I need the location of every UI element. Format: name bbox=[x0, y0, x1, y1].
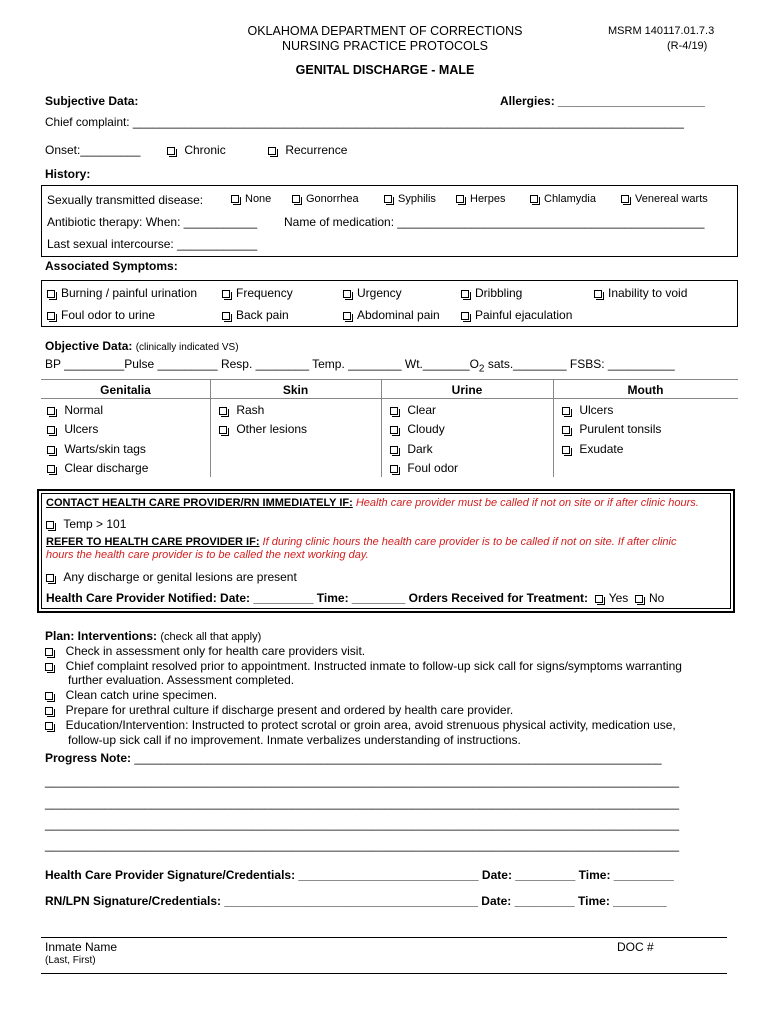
checkbox-icon bbox=[167, 147, 175, 155]
checkbox-icon bbox=[456, 195, 464, 203]
last-intercourse-field[interactable]: Last sexual intercourse: ____________ bbox=[47, 237, 258, 251]
symptom-checkbox[interactable]: Inability to void bbox=[594, 286, 687, 300]
checkbox-icon bbox=[390, 465, 398, 473]
mouth-header: Mouth bbox=[627, 383, 664, 397]
recurrence-checkbox[interactable]: Recurrence bbox=[268, 143, 347, 157]
plan-item[interactable]: Chief complaint resolved prior to appointment. Instructed inmate to follow-up sick call for signs/symptoms warranting bbox=[45, 659, 682, 673]
symptom-checkbox[interactable]: Painful ejaculation bbox=[461, 308, 572, 322]
footer-top-rule bbox=[41, 937, 727, 938]
checkbox-icon bbox=[562, 446, 570, 454]
symptom-checkbox[interactable]: Dribbling bbox=[461, 286, 522, 300]
progress-note-field[interactable]: Progress Note: _______________________________________________________________________________ bbox=[45, 751, 662, 765]
checkbox-icon bbox=[343, 290, 351, 298]
checkbox-icon bbox=[595, 595, 603, 603]
checkbox-icon bbox=[46, 521, 54, 529]
std-venereal-warts-checkbox[interactable]: Venereal warts bbox=[621, 193, 708, 205]
checkbox-icon bbox=[384, 195, 392, 203]
urine-checkbox[interactable]: Clear bbox=[390, 403, 436, 417]
objective-heading: Objective Data: (clinically indicated VS) bbox=[45, 339, 239, 353]
std-herpes-checkbox[interactable]: Herpes bbox=[456, 193, 505, 205]
checkbox-icon bbox=[231, 195, 239, 203]
skin-checkbox[interactable]: Other lesions bbox=[219, 422, 307, 436]
std-syphilis-checkbox[interactable]: Syphilis bbox=[384, 193, 436, 205]
msrm-number: MSRM 140117.01.7.3 bbox=[608, 25, 715, 37]
mouth-checkbox[interactable]: Purulent tonsils bbox=[562, 422, 661, 436]
department-name: OKLAHOMA DEPARTMENT OF CORRECTIONS bbox=[247, 24, 523, 38]
checkbox-icon bbox=[461, 312, 469, 320]
checkbox-icon bbox=[562, 407, 570, 415]
std-gonorrhea-checkbox[interactable]: Gonorrhea bbox=[292, 193, 359, 205]
chief-complaint-field[interactable]: Chief complaint: ____________________________________________________________________________________ bbox=[45, 115, 684, 129]
form-title: GENITAL DISCHARGE - MALE bbox=[295, 63, 475, 77]
checkbox-icon bbox=[635, 595, 643, 603]
medication-name-field[interactable]: Name of medication: ______________________________________________ bbox=[284, 215, 705, 229]
genitalia-checkbox[interactable]: Clear discharge bbox=[47, 461, 148, 475]
urine-checkbox[interactable]: Cloudy bbox=[390, 422, 445, 436]
allergies-field[interactable]: Allergies: ______________________ bbox=[500, 94, 705, 108]
checkbox-icon bbox=[47, 407, 55, 415]
checkbox-icon bbox=[390, 407, 398, 415]
progress-note-line[interactable]: _______________________________________________________________________________________________ bbox=[45, 774, 680, 788]
checkbox-icon bbox=[47, 465, 55, 473]
checkbox-icon bbox=[47, 290, 55, 298]
urine-checkbox[interactable]: Dark bbox=[390, 442, 433, 456]
skin-checkbox[interactable]: Rash bbox=[219, 403, 264, 417]
genitalia-header: Genitalia bbox=[100, 383, 151, 397]
mouth-checkbox[interactable]: Exudate bbox=[562, 442, 623, 456]
doc-number-label: DOC # bbox=[617, 940, 654, 954]
checkbox-icon bbox=[47, 312, 55, 320]
plan-item-continuation: further evaluation. Assessment completed. bbox=[68, 673, 295, 687]
provider-notified-fields[interactable]: Health Care Provider Notified: Date: _________ Time: ________ Orders Received for Treatment: Yes No bbox=[46, 591, 665, 605]
symptom-checkbox[interactable]: Frequency bbox=[222, 286, 293, 300]
urine-header: Urine bbox=[451, 383, 483, 397]
subjective-label: Subjective Data: bbox=[45, 94, 139, 108]
checkbox-icon bbox=[390, 446, 398, 454]
temp-checkbox[interactable]: Temp > 101 bbox=[46, 517, 126, 531]
footer-bottom-rule bbox=[41, 973, 727, 974]
std-label: Sexually transmitted disease: bbox=[47, 193, 204, 207]
discharge-checkbox[interactable]: Any discharge or genital lesions are present bbox=[46, 570, 297, 584]
checkbox-icon bbox=[292, 195, 300, 203]
urine-checkbox[interactable]: Foul odor bbox=[390, 461, 458, 475]
history-label: History: bbox=[45, 167, 91, 181]
protocols-title: NURSING PRACTICE PROTOCOLS bbox=[281, 39, 489, 53]
symptom-checkbox[interactable]: Urgency bbox=[343, 286, 402, 300]
rn-signature-field[interactable]: RN/LPN Signature/Credentials: ______________________________________ Date: _________ Time: ________ bbox=[45, 894, 667, 908]
symptom-checkbox[interactable]: Foul odor to urine bbox=[47, 308, 155, 322]
checkbox-icon bbox=[46, 574, 54, 582]
plan-item[interactable]: Prepare for urethral culture if discharge present and ordered by health care provider. bbox=[45, 703, 513, 717]
checkbox-icon bbox=[47, 426, 55, 434]
revision: (R-4/19) bbox=[667, 40, 708, 52]
checkbox-icon bbox=[219, 407, 227, 415]
genitalia-checkbox[interactable]: Warts/skin tags bbox=[47, 442, 146, 456]
genitalia-checkbox[interactable]: Normal bbox=[47, 403, 103, 417]
mouth-checkbox[interactable]: Ulcers bbox=[562, 403, 613, 417]
progress-note-line[interactable]: _______________________________________________________________________________________________ bbox=[45, 796, 680, 810]
skin-header: Skin bbox=[282, 383, 309, 397]
plan-item[interactable]: Check in assessment only for health care providers visit. bbox=[45, 644, 365, 658]
antibiotic-when-field[interactable]: Antibiotic therapy: When: ___________ bbox=[47, 215, 258, 229]
checkbox-icon bbox=[390, 426, 398, 434]
checkbox-icon bbox=[45, 707, 53, 715]
symptom-checkbox[interactable]: Burning / painful urination bbox=[47, 286, 197, 300]
plan-item-continuation: follow-up sick call if no improvement. Inmate verbalizes understanding of instructions. bbox=[68, 733, 521, 747]
onset-field[interactable]: Onset:_________ bbox=[45, 143, 141, 157]
checkbox-icon bbox=[562, 426, 570, 434]
checkbox-icon bbox=[268, 147, 276, 155]
checkbox-icon bbox=[45, 663, 53, 671]
std-chlamydia-checkbox[interactable]: Chlamydia bbox=[530, 193, 596, 205]
checkbox-icon bbox=[530, 195, 538, 203]
table-top-border bbox=[41, 379, 738, 380]
checkbox-icon bbox=[45, 722, 53, 730]
refer-heading: REFER TO HEALTH CARE PROVIDER IF: If during clinic hours the health care provider is to be called if not on site. If after clinic bbox=[46, 536, 677, 548]
associated-symptoms-label: Associated Symptoms: bbox=[45, 259, 178, 273]
checkbox-icon bbox=[45, 692, 53, 700]
plan-heading: Plan: Interventions: (check all that apply) bbox=[45, 629, 262, 643]
vitals-fields[interactable]: BP _________Pulse _________ Resp. ________ Temp. ________ $Wt.\_\_\_\_\_\_\_O_2$ sats.________ FSBS: __________ bbox=[45, 357, 675, 375]
progress-note-line[interactable]: _______________________________________________________________________________________________ bbox=[45, 817, 680, 831]
contact-heading: CONTACT HEALTH CARE PROVIDER/RN IMMEDIATELY IF: Health care provider must be called if not on site or if after clinic hours. bbox=[46, 497, 699, 509]
checkbox-icon bbox=[219, 426, 227, 434]
last-first-label: (Last, First) bbox=[45, 955, 96, 966]
checkbox-icon bbox=[343, 312, 351, 320]
inmate-name-label: Inmate Name bbox=[45, 940, 118, 954]
genitalia-checkbox[interactable]: Ulcers bbox=[47, 422, 98, 436]
checkbox-icon bbox=[461, 290, 469, 298]
symptom-checkbox[interactable]: Back pain bbox=[222, 308, 289, 322]
refer-note: hours the health care provider is to be called the next working day. bbox=[46, 549, 369, 561]
table-header-border bbox=[41, 398, 738, 399]
checkbox-icon bbox=[47, 446, 55, 454]
progress-note-line[interactable]: _______________________________________________________________________________________________ bbox=[45, 838, 680, 852]
checkbox-icon bbox=[222, 312, 230, 320]
std-none-checkbox[interactable]: None bbox=[231, 193, 271, 205]
symptom-checkbox[interactable]: Abdominal pain bbox=[343, 308, 440, 322]
checkbox-icon bbox=[222, 290, 230, 298]
chronic-checkbox[interactable]: Chronic bbox=[167, 143, 226, 157]
checkbox-icon bbox=[45, 648, 53, 656]
plan-item[interactable]: Clean catch urine specimen. bbox=[45, 688, 217, 702]
plan-item[interactable]: Education/Intervention: Instructed to protect scrotal or groin area, avoid strenuous physical activity, medication use, bbox=[45, 718, 676, 732]
checkbox-icon bbox=[594, 290, 602, 298]
checkbox-icon bbox=[621, 195, 629, 203]
provider-signature-field[interactable]: Health Care Provider Signature/Credentials: ___________________________ Date: _________ Time: _________ bbox=[45, 868, 674, 882]
